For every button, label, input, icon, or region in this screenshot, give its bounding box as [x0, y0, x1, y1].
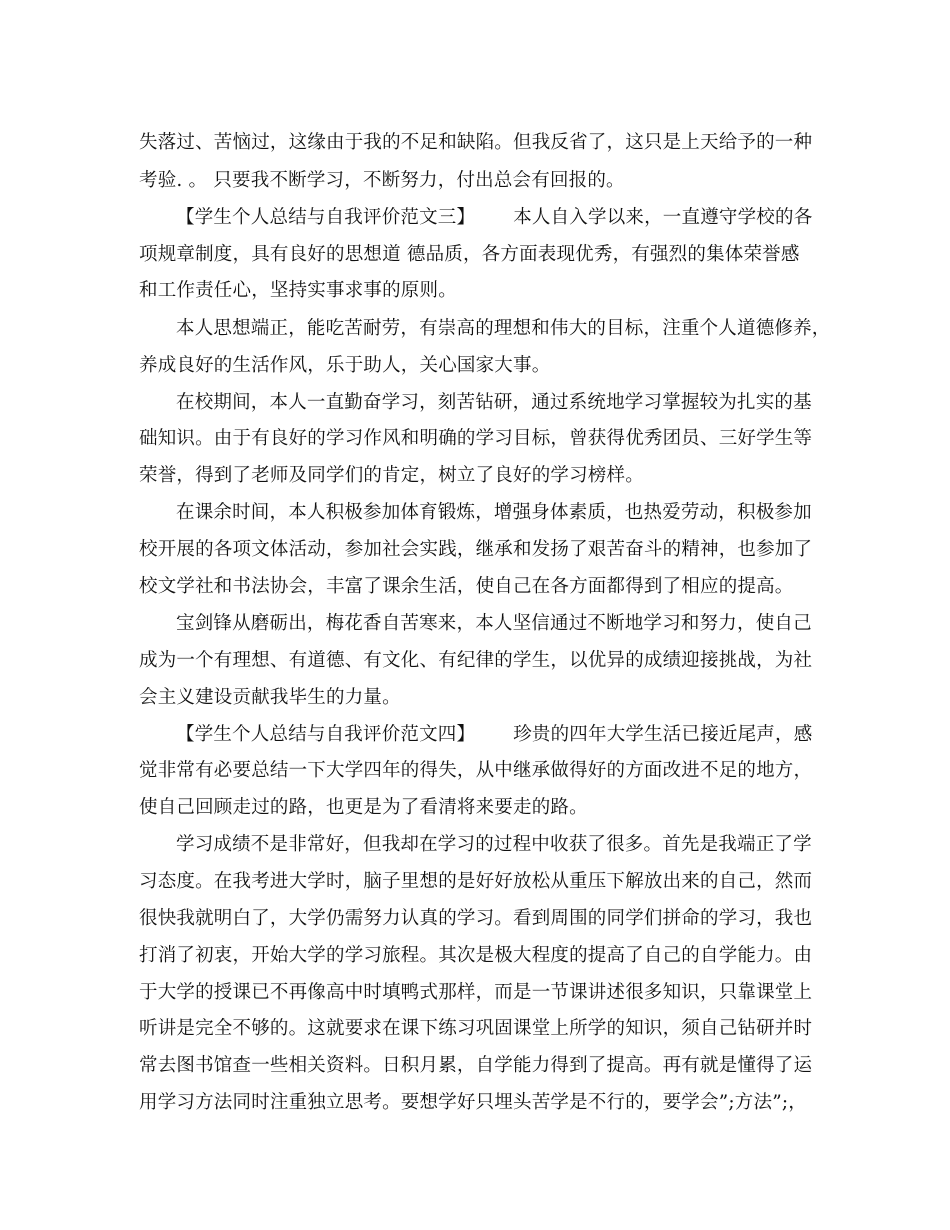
text-line: 养成良好的生活作风，乐于助人，关心国家大事。 — [139, 355, 551, 376]
section-heading-line — [176, 206, 866, 230]
text-line: 和工作责任心，坚持实事求事的原则。 — [139, 280, 457, 301]
text-line: 习态度。在我考进大学时，脑子里想的是好好放松从重压下解放出来的自己，然而 — [139, 871, 813, 892]
text-line: 本人思想端正，能吃苦耐劳，有崇高的理想和伟大的目标，注重个人道德修养， — [176, 318, 831, 339]
text-line: 在校期间，本人一直勤奋学习，刻苦钻研，通过系统地学习掌握较为扎实的基 — [176, 392, 812, 413]
text-line: 成为一个有理想、有道德、有文化、有纪律的学生，以优异的成绩迎接挑战，为社 — [139, 650, 813, 671]
text-line: 常去图书馆查一些相关资料。日积月累，自学能力得到了提高。再有就是懂得了运 — [139, 1055, 813, 1076]
text-line: 校开展的各项文体活动，参加社会实践，继承和发扬了艰苦奋斗的精神，也参加了 — [139, 539, 813, 560]
text-line: 学习成绩不是非常好，但我却在学习的过程中收获了很多。首先是我端正了学 — [176, 834, 812, 855]
text-line: 听讲是完全不够的。这就要求在课下练习巩固课堂上所学的知识，须自己钻研并时 — [139, 1018, 813, 1039]
section-heading-line — [176, 723, 866, 747]
text-line: 打消了初衷，开始大学的学习旅程。其次是极大程度的提高了自己的自学能力。由 — [139, 945, 813, 966]
text-line: 项规章制度，具有良好的思想道 德品质，各方面表现优秀，有强烈的集体荣誉感 — [139, 244, 800, 265]
text-line: 使自己回顾走过的路，也更是为了看清将来要走的路。 — [139, 797, 588, 818]
text-line: 考验. 。 只要我不断学习，不断努力，付出总会有回报的。 — [139, 170, 625, 191]
text-line: 宝剑锋从磨砺出，梅花香自苦寒来，本人坚信通过不断地学习和努力，使自己 — [176, 613, 812, 634]
text-line: 失落过、苦恼过，这缘由于我的不足和缺陷。但我反省了，这只是上天给予的一种 — [139, 132, 813, 153]
text-line: 会主义建设贡献我毕生的力量。 — [139, 687, 401, 708]
text-line: 觉非常有必要总结一下大学四年的得失，从中继承做得好的方面改进不足的地方， — [139, 760, 813, 781]
section-heading: 【学生个人总结与自我评价范文三】 — [176, 207, 476, 228]
text-line: 很快我就明白了，大学仍需努力认真的学习。看到周围的同学们拼命的学习，我也 — [139, 908, 813, 929]
text-line: 珍贵的四年大学生活已接近尾声，感 — [513, 724, 813, 745]
text-line: 于大学的授课已不再像高中时填鸭式那样，而是一节课讲述很多知识，只靠课堂上 — [139, 982, 813, 1003]
text-line: 在课余时间，本人积极参加体育锻炼，增强身体素质，也热爱劳动，积极参加 — [176, 502, 812, 523]
text-line: 荣誉，得到了老师及同学们的肯定，树立了良好的学习榜样。 — [139, 465, 644, 486]
text-line: 用学习方法同时注重独立思考。要想学好只埋头苦学是不行的，要学会”;方法”;， — [139, 1092, 807, 1113]
text-line: 础知识。由于有良好的学习作风和明确的学习目标，曾获得优秀团员、三好学生等 — [139, 428, 813, 449]
section-heading: 【学生个人总结与自我评价范文四】 — [176, 724, 476, 745]
text-line: 本人自入学以来，一直遵守学校的各 — [513, 207, 813, 228]
text-line: 校文学社和书法协会，丰富了课余生活，使自己在各方面都得到了相应的提高。 — [139, 576, 794, 597]
